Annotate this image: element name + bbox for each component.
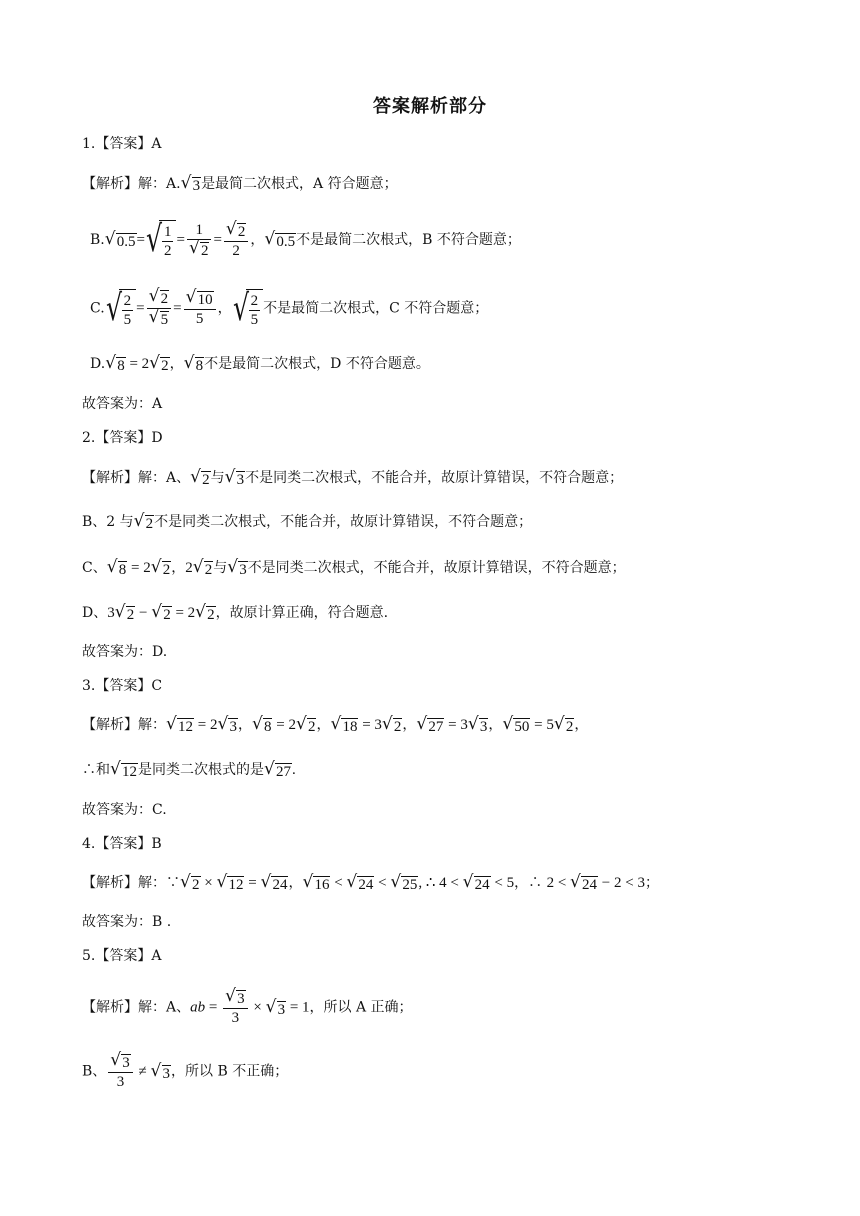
q5-analysis-b: B、 √ $\frac{3}{3}$ ≠ √ 3，所以 B 不正确； — [82, 1052, 288, 1091]
q1-final-answer: 故答案为：A — [82, 396, 163, 412]
q2-analysis-d: D、3√ 2 − √ 2 = 2√ 2，故原计算正确，符合题意. — [82, 603, 388, 625]
radical: √ 3 — [182, 176, 202, 196]
q5-analysis-a: 【解析】解：A、ab = √ $\frac{3}{3}$ × √ 3 = 1，所以 A 正确； — [82, 988, 413, 1027]
q2-analysis-b: B、2 与√ 2不是同类二次根式，不能合并，故原计算错误，不符合题意； — [82, 512, 532, 534]
q4-analysis-line1: 【解析】解：∵√ 2 × √ 12 = √ 24，√ 16 < √ 24 < √ 25, ∴ 4 < √ 24 < 5，∴ 2 < √ 24 − 2 < 3； — [82, 873, 659, 895]
q2-analysis-c: C、√ 8 = 2√ 2，2√ 2与√ 3不是同类二次根式，不能合并，故原计算错误，不符合题意； — [82, 558, 626, 580]
q4-final-answer: 故答案为：B . — [82, 914, 172, 930]
q1-analysis-b: B.√ 0.5= √ $\frac{1}{2}$ = 1 √ 2 = √ $\frac{2}{2}$ ，√ 0.5不是最简二次根式，B 不符合题意； — [90, 220, 521, 260]
q3-analysis-line1: 【解析】解：√ 12 = 2√ 3，√ 8 = 2√ 2，√ 18 = 3√ 2，√ 27 = 3√ 3，√ 50 = 5√ 2， — [82, 715, 588, 737]
q3-final-answer: 故答案为：C. — [82, 802, 167, 818]
q1-analysis-d: D.√ 8 = 2√ 2，√ 8不是最简二次根式，D 不符合题意。 — [90, 354, 430, 376]
q1-analysis-c: C. √ $\frac{2}{5}$ = √ 2 √ 5 = √ $\frac{10}{5}$ ， √ $\frac{2}{5}$ 不是最简二次根式，C 不符合题意； — [90, 288, 488, 329]
q2-final-answer: 故答案为：D. — [82, 644, 168, 660]
q3-analysis-line2: ∴和√ 12是同类二次根式的是√ 27. — [82, 760, 296, 782]
q3-answer-heading: 3.【答案】C — [82, 678, 163, 694]
q1-analysis-a: 【解析】解：A.√ 3是最简二次根式，A 符合题意； — [82, 174, 398, 196]
q5-answer-heading: 5.【答案】A — [82, 948, 162, 964]
q4-answer-heading: 4.【答案】B — [82, 836, 162, 852]
page-title: 答案解析部分 — [373, 96, 487, 117]
q2-analysis-a: 【解析】解：A、√ 2与√ 3不是同类二次根式，不能合并，故原计算错误，不符合题意； — [82, 468, 623, 490]
q1-answer-heading: 1.【答案】A — [82, 136, 162, 152]
q2-answer-heading: 2.【答案】D — [82, 430, 163, 446]
